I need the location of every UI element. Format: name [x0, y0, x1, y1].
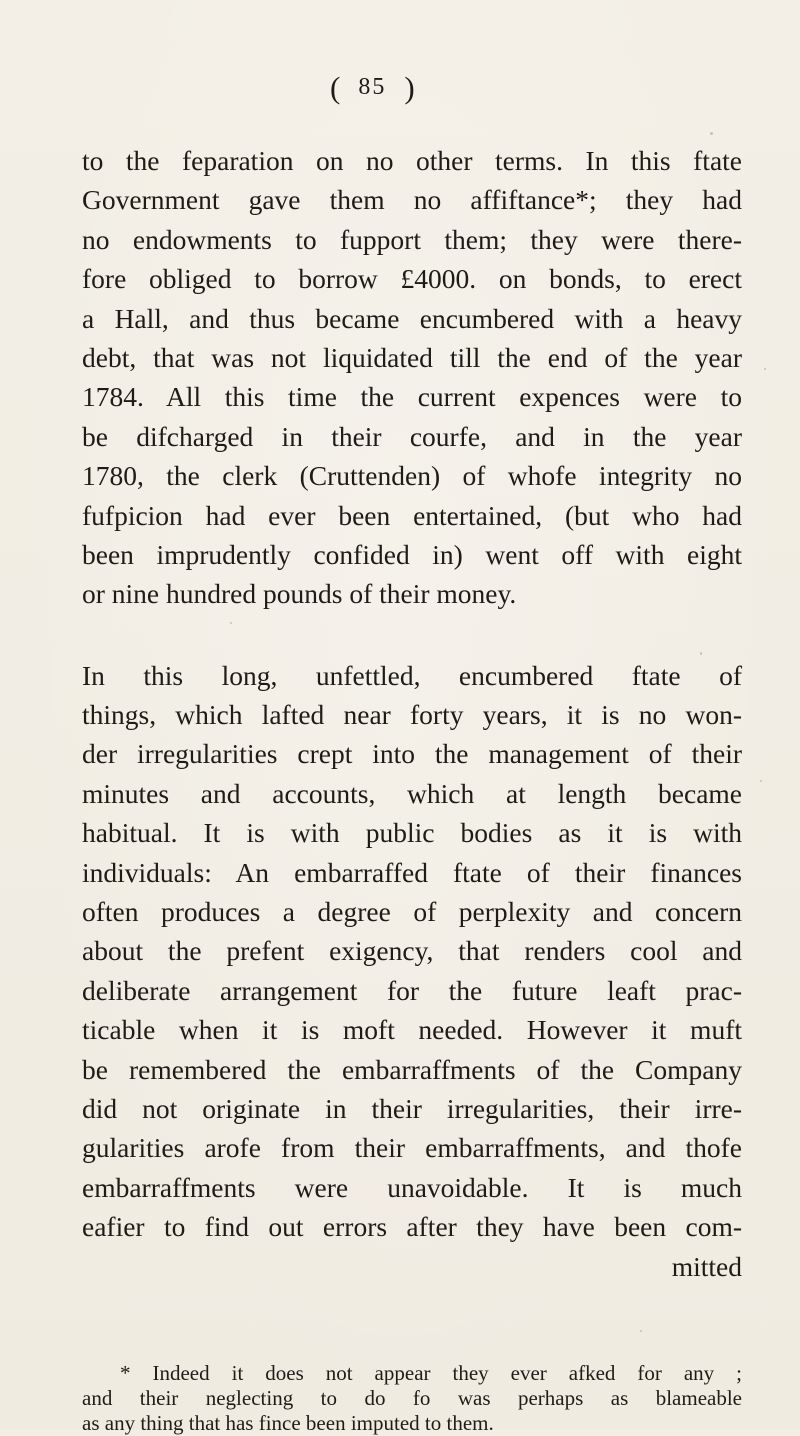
text-line: der irregularities crept into the management of their [82, 738, 742, 770]
text-line: habitual. It is with public bodies as it is with [82, 817, 742, 849]
page-number-value: 85 [358, 74, 387, 100]
footnote [82, 1361, 742, 1436]
paper-speck [760, 780, 762, 782]
text-line: deliberate arrangement for the future leaft prac- [82, 974, 742, 1006]
text-line: or nine hundred pounds of their money. [82, 578, 517, 610]
text-line: about the prefent exigency, that renders cool and [82, 935, 742, 967]
footnote-line: * Indeed it does not appear they ever afked for any ; [120, 1361, 742, 1385]
catchword: mitted [671, 1250, 742, 1282]
close-paren: ) [404, 70, 415, 105]
text-line: did not originate in their irregularities, their irre- [82, 1092, 742, 1124]
page-number [330, 70, 470, 106]
text-line: ticable when it is moft needed. However it muft [82, 1014, 742, 1046]
text-line: In this long, unfettled, encumbered ftate of [82, 659, 742, 691]
text-line: debt, that was not liquidated till the end of the year [82, 341, 742, 373]
text-line: things, which lafted near forty years, it is no won- [82, 699, 742, 731]
text-line: a Hall, and thus became encumbered with a heavy [82, 302, 742, 334]
paragraph-2 [82, 656, 742, 1247]
paper-speck [230, 622, 232, 624]
body-text [82, 141, 742, 1286]
text-line: 1784. All this time the current expences were to [82, 381, 742, 413]
paper-speck [710, 132, 713, 135]
text-line: individuals: An embarraffed ftate of their finances [82, 856, 742, 888]
text-line: gularities arofe from their embarraffments, and thofe [82, 1132, 742, 1164]
paper-speck [700, 652, 702, 655]
text-line: to the feparation on no other terms. In this ftate [82, 145, 742, 176]
text-line: be difcharged in their courfe, and in the year [82, 420, 742, 452]
text-line: eafier to find out errors after they have been com- [82, 1211, 742, 1243]
paper-speck [764, 368, 766, 370]
paper-speck [640, 1330, 642, 1332]
text-line: been imprudently confided in) went off with eight [82, 538, 742, 570]
text-line: minutes and accounts, which at length became [82, 777, 742, 809]
paragraph-gap [82, 614, 742, 656]
paragraph-1 [82, 141, 742, 614]
open-paren: ( [330, 70, 341, 105]
text-line: 1780, the clerk (Cruttenden) of whofe integrity no [82, 460, 742, 492]
text-line: Government gave them no affiftance*; they had [82, 184, 742, 216]
footnote-line: and their neglecting to do fo was perhaps as blameable [82, 1386, 742, 1410]
text-line: no endowments to fupport them; they were there- [82, 223, 742, 255]
text-line: embarraffments were unavoidable. It is much [82, 1171, 742, 1203]
text-line: fore obliged to borrow £4000. on bonds, to erect [82, 263, 742, 295]
text-line: often produces a degree of perplexity and concern [82, 896, 742, 928]
text-line: fufpicion had ever been entertained, (but who had [82, 499, 742, 531]
text-line: be remembered the embarraffments of the Company [82, 1053, 742, 1085]
footnote-line: as any thing that has fince been imputed to them. [82, 1411, 494, 1435]
